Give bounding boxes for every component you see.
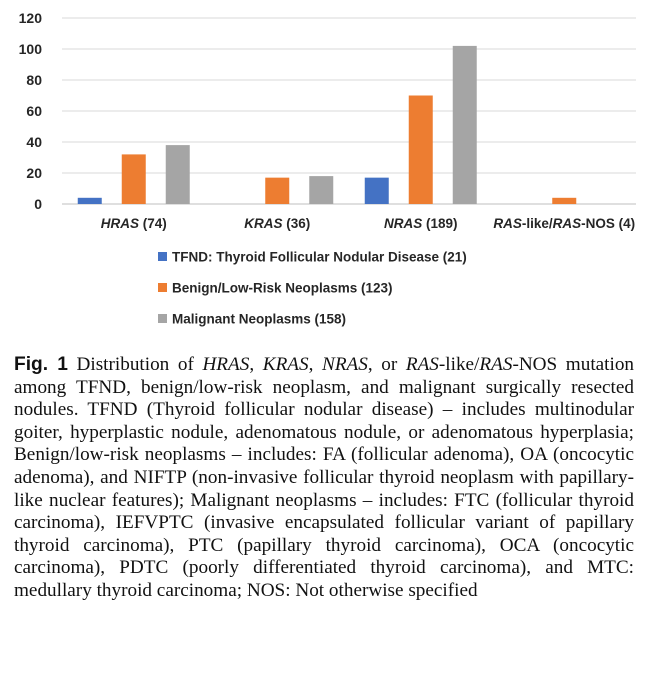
bar: [265, 178, 289, 204]
x-category-label: HRAS (74): [100, 216, 167, 231]
x-category-label: RAS-like/RAS-NOS (4): [493, 216, 636, 231]
legend-label: Malignant Neoplasms (158): [172, 311, 347, 327]
caption-text: Distribution of HRAS, KRAS, NRAS, or RAS-like/RAS-NOS mutation among TFND, benign/low-risk neoplasm, and malignant surgically resected nodules. TFND (Thyroid follicular nodular disease) – includes multinodular goiter, hyperplastic nodule, adenomatous nodule, or adenomatous hyperplasia; Benign/low-risk neoplasms – includes: FA (follicular adenoma), OA (oncocytic adenoma), and NIFTP (non-invasive follicular thyroid neoplasm with papillary-like nuclear features); Malignant neoplasms – includes: FTC (follicular thyroid carcinoma), IEFVPTC (invasive encapsulated follicular variant of papillary thyroid carcinoma), PTC (papillary thyroid carcinoma), OCA (oncocytic carcinoma), PDTC (poorly differentiated thyroid carcinoma), and MTC: medullary thyroid carcinoma; NOS: Not otherwise specified: [14, 354, 635, 601]
bar: [122, 154, 146, 204]
legend-label: Benign/Low-Risk Neoplasms (123): [172, 280, 393, 296]
bar: [552, 198, 576, 204]
legend: [158, 250, 467, 327]
x-category-label: NRAS (189): [383, 216, 458, 231]
y-axis: [19, 10, 43, 212]
legend-swatch: [158, 314, 167, 323]
bar: [365, 178, 389, 204]
y-tick-label: 120: [18, 10, 42, 26]
figure-caption: [14, 354, 634, 603]
bar-chart: [0, 0, 646, 340]
gridlines: [62, 18, 636, 204]
figure-label: Fig. 1: [14, 354, 68, 375]
bar: [309, 176, 333, 204]
bar: [78, 198, 102, 204]
bar: [453, 46, 477, 204]
legend-swatch: [158, 283, 167, 292]
x-category-label: KRAS (36): [244, 216, 311, 231]
x-axis: [101, 216, 635, 231]
y-tick-label: 60: [26, 103, 42, 119]
y-tick-label: 100: [18, 41, 42, 57]
bar: [166, 145, 190, 204]
bars: [78, 46, 577, 204]
y-tick-label: 20: [26, 165, 42, 181]
legend-label: TFND: Thyroid Follicular Nodular Disease (21): [172, 249, 467, 265]
bar: [409, 96, 433, 205]
y-tick-label: 40: [26, 134, 42, 150]
legend-swatch: [158, 252, 167, 261]
y-tick-label: 80: [26, 72, 42, 88]
y-tick-label: 0: [34, 196, 42, 212]
